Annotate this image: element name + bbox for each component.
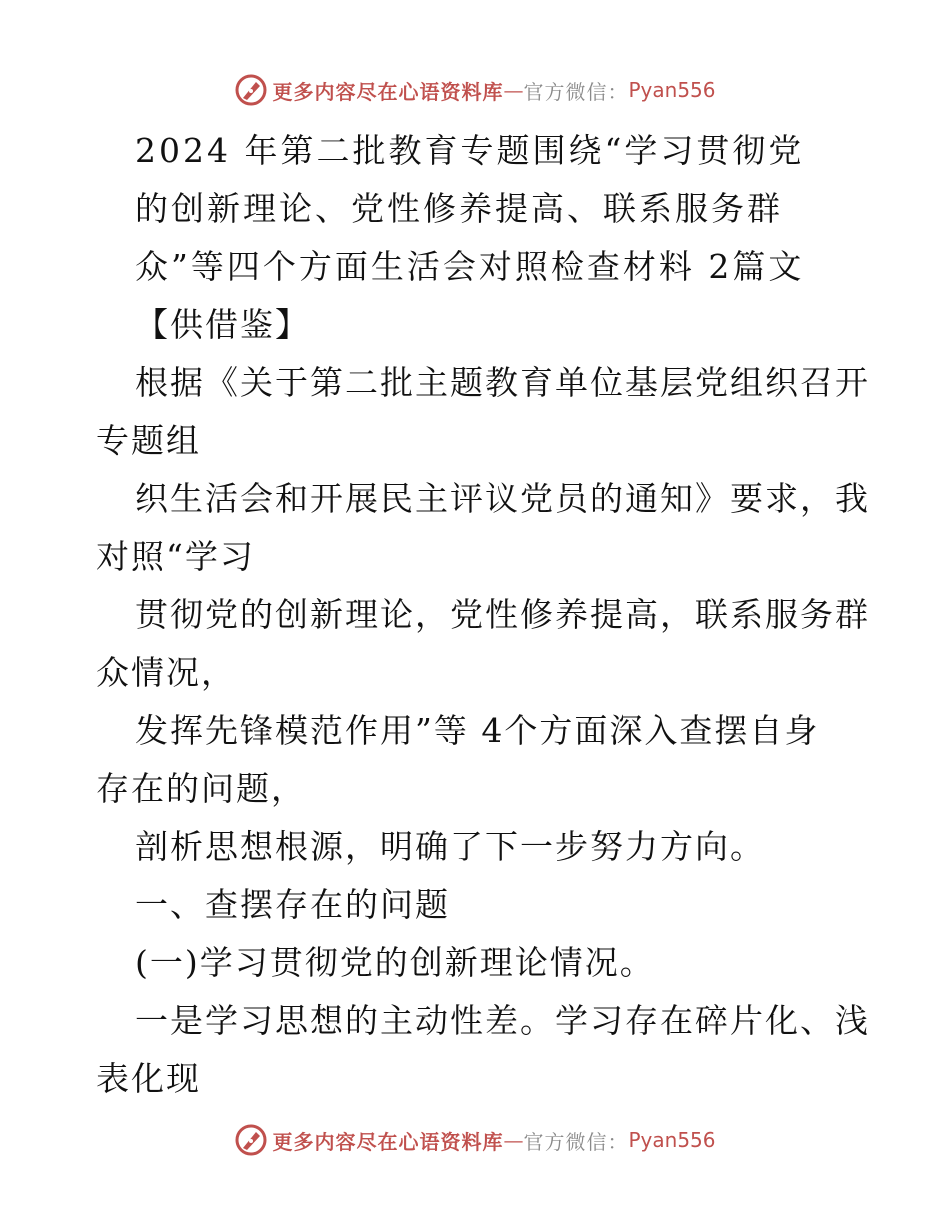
watermark-main-text: 更多内容尽在心语资料库 [272, 79, 504, 104]
watermark-wechat-id: Pyan556 [628, 78, 716, 102]
paragraph-line: 众情况， [96, 653, 236, 692]
watermark-dash: — [503, 78, 524, 102]
paragraph-line: 剖析思想根源，明确了下一步努力方向。 [135, 827, 765, 866]
title-line-4: 【供借鉴】 [135, 305, 310, 344]
pen-nib-logo-icon [234, 1123, 268, 1157]
paragraph-line: 存在的问题， [96, 769, 306, 808]
paragraph-line: 贯彻党的创新理论，党性修养提高，联系服务群 [135, 595, 870, 634]
paragraph-line: 织生活会和开展民主评议党员的通知》要求，我 [135, 479, 870, 518]
title-line-2: 的创新理论、党性修养提高、联系服务群 [135, 189, 783, 228]
watermark-sub-text: 官方微信： [523, 1129, 629, 1154]
title-line-1: 2024 年第二批教育专题围绕“学习贯彻党 [135, 131, 805, 170]
footer-watermark [0, 1120, 950, 1160]
watermark-dash: — [503, 1128, 524, 1152]
paragraph-line: 对照“学习 [96, 537, 255, 576]
paragraph-line: 发挥先锋模范作用”等 4个方面深入查摆自身 [135, 711, 820, 750]
pen-nib-logo-icon [234, 73, 268, 107]
paragraph-line: 表化现 [96, 1059, 201, 1098]
paragraph-line: 一是学习思想的主动性差。学习存在碎片化、浅 [135, 1001, 870, 1040]
subsection-heading: (一)学习贯彻党的创新理论情况。 [135, 943, 655, 982]
paragraph-line: 专题组 [96, 421, 201, 460]
watermark-main-text: 更多内容尽在心语资料库 [272, 1129, 504, 1154]
paragraph-line: 根据《关于第二批主题教育单位基层党组织召开 [135, 363, 870, 402]
watermark-sub-text: 官方微信： [523, 79, 629, 104]
header-watermark [0, 70, 950, 110]
section-heading: 一、查摆存在的问题 [135, 885, 450, 924]
watermark-wechat-id: Pyan556 [628, 1128, 716, 1152]
document-body [96, 122, 870, 1108]
title-line-3: 众”等四个方面生活会对照检查材料 2篇文 [135, 247, 805, 286]
